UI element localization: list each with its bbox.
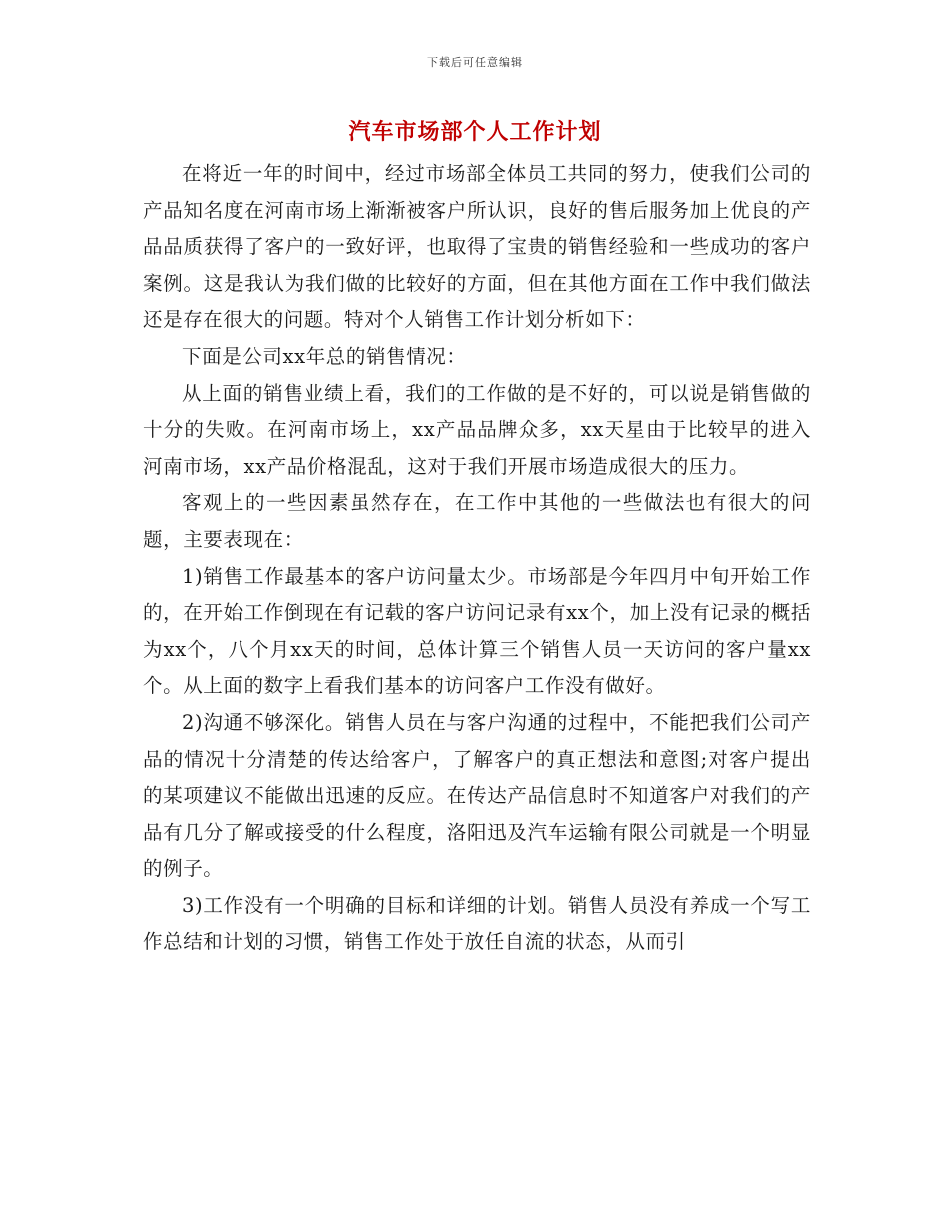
body-paragraph: 下面是公司xx年总的销售情况： [182,344,467,368]
body-paragraph: 客观上的一些因素虽然存在，在工作中其他的一些做法也有很大的问题，主要表现在： [143,491,811,551]
document-title: 汽车市场部个人工作计划 [348,119,602,145]
body-paragraph: 3)工作没有一个明确的目标和详细的计划。销售人员没有养成一个写工作总结和计划的习惯，销售工作处于放任自流的状态，从而引 [143,893,811,954]
body-paragraph: 1)销售工作最基本的客户访问量太少。市场部是今年四月中旬开始工作的，在开始工作倒现在有记载的客户访问记录有xx个，加上没有记录的概括为xx个，八个月xx天的时间，总体计算三个销售人员一天访问的客户量xx个。从上面的数字上看我们基本的访问客户工作没有做好。 [143,564,811,698]
body-paragraph: 从上面的销售业绩上看，我们的工作做的是不好的，可以说是销售做的十分的失败。在河南市场上，xx产品品牌众多，xx天星由于比较早的进入河南市场，xx产品价格混乱，这对于我们开展市场造成很大的压力。 [143,381,811,478]
document-body [143,156,811,961]
body-paragraph: 在将近一年的时间中，经过市场部全体员工共同的努力，使我们公司的产品知名度在河南市场上渐渐被客户所认识，良好的售后服务加上优良的产品品质获得了客户的一致好评，也取得了宝贵的销售经验和一些成功的客户案例。这是我认为我们做的比较好的方面，但在其他方面在工作中我们做法还是存在很大的问题。特对个人销售工作计划分析如下： [143,162,811,332]
body-paragraph: 2)沟通不够深化。销售人员在与客户沟通的过程中，不能把我们公司产品的情况十分清楚的传达给客户，了解客户的真正想法和意图;对客户提出的某项建议不能做出迅速的反应。在传达产品信息时不知道客户对我们的产品有几分了解或接受的什么程度，洛阳迅及汽车运输有限公司就是一个明显的例子。 [143,710,811,881]
header-note: 下载后可任意编辑 [427,56,523,69]
